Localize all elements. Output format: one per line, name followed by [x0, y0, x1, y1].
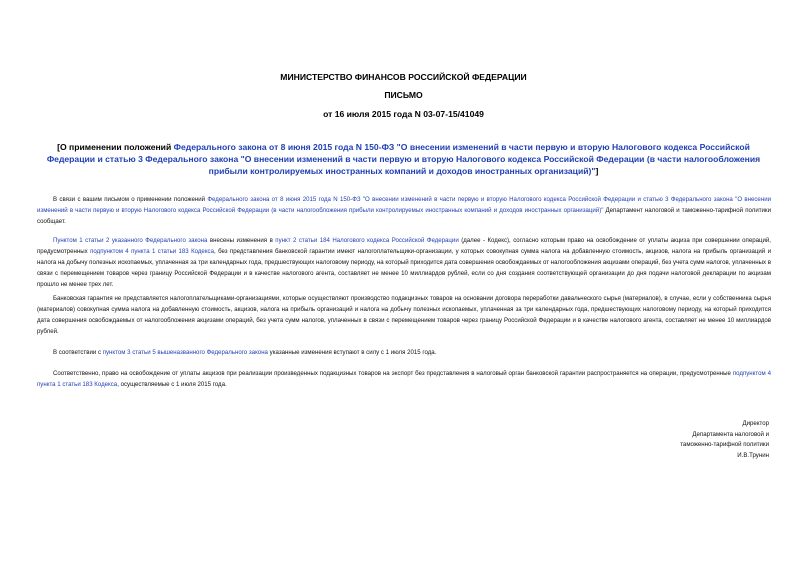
title-law-link[interactable]: Федерального закона от 8 июня 2015 года N 150-ФЗ "О внесении изменений в части первую и вторую Налогового кодекса Российской Федерации и статью 3 Федерального закона "О внесении изменений в части первую и вторую Налогового кодекса Российской Федерации (в части налогообложения прибыли контролируемых иностранных компаний и доходов иностранных организаций)"	[46, 142, 761, 176]
p5-subclause-link[interactable]: подпунктом 4 пункта 1 статьи 183 Кодекса	[37, 370, 771, 388]
p4-text-1: В соответствии с	[53, 349, 103, 356]
p1-text-1: В связи с вашим письмом о применении положений	[53, 196, 208, 203]
signature-department: Департамента налоговой и	[692, 430, 769, 438]
p4-text-2: указанные изменения вступают в силу с 1 июля 2015 года.	[267, 349, 437, 356]
p5-text-2: , осуществляемые с 1 июля 2015 года.	[117, 381, 227, 388]
paragraph-4	[37, 347, 771, 358]
p2-text-1: внесены изменения в	[207, 237, 276, 244]
ministry-heading: МИНИСТЕРСТВО ФИНАНСОВ РОССИЙСКОЙ ФЕДЕРАЦИИ	[280, 72, 527, 82]
paragraph-2	[37, 235, 771, 290]
p5-text-1: Соответственно, право на освобождение от уплаты акцизов при реализации произведенных подакцизных товаров на экспорт без представления в налоговый орган банковской гарантии распространяется на операции, предусмотренные	[53, 370, 733, 377]
document-type-heading: ПИСЬМО	[384, 90, 423, 100]
document-title	[36, 141, 771, 177]
title-close: ]	[595, 166, 599, 176]
signature-department-2: таможенно-тарифной политики	[680, 441, 769, 448]
p1-text-2: Департамент налоговой и таможенно-тарифной политики сообщает.	[37, 207, 771, 225]
p2-text-3: , без представления банковской гарантии имеют налогоплательщики-организации, у которых совокупная сумма налога на добавленную стоимость, акцизов, налога на прибыль организаций и налога на добычу полезных ископаемых, уплаченная за три календарных года, предшествующих налоговому периоду, на который приходится дата совершения освобождаемых от налогообложения акцизами операций, без учета сумм налогов, уплаченных в связи с перемещением товаров через границу Российской Федерации и в качестве налогового агента, составляет не менее 10 миллиардов рублей, если со дня создания соответствующей организации до дня подачи налоговой декларации по акцизам прошло не менее трех лет.	[37, 248, 771, 288]
signature-title: Директор	[742, 420, 769, 427]
title-open: [О применении положений	[57, 142, 174, 152]
p2-subclause-link[interactable]: подпунктом 4 пункта 1 статьи 183 Кодекса	[90, 248, 214, 255]
p2-article-link[interactable]: Пунктом 1 статьи 2 указанного Федерального закона	[53, 237, 208, 244]
signature-block	[680, 419, 769, 461]
document-date-number: от 16 июля 2015 года N 03-07-15/41049	[323, 109, 484, 119]
paragraph-5	[37, 368, 771, 390]
paragraph-3: Банковская гарантия не представляется налогоплательщиками-организациями, которые осуществляют производство подакцизных товаров на основании договора переработки давальческого сырья (материалов), в случае, если у собственника сырья (материалов) совокупная сумма налога на добавленную стоимость, акцизов, налога на прибыль организаций и налога на добычу полезных ископаемых, уплаченная за три календарных года, предшествующих налоговому периоду, на который приходится дата совершения освобождаемых от налогообложения акцизами операций, без учета сумм налогов, уплаченных в связи с перемещением товаров через границу Российской Федерации и в качестве налогового агента, составляет не менее 10 миллиардов рублей.	[37, 295, 771, 335]
signature-name: И.В.Трунин	[737, 451, 769, 459]
p2-code-link[interactable]: пункт 2 статьи 184 Налогового кодекса Российской Федерации	[275, 237, 459, 244]
p1-law-link[interactable]: Федерального закона от 8 июня 2015 года N 150-ФЗ "О внесении изменений в части первую и вторую Налогового кодекса Российской Федерации и статью 3 Федерального закона "О внесении изменений в части первую и вторую Налогового кодекса Российской Федерации (в части налогообложения прибыли контролируемых иностранных компаний и доходов иностранных организаций)"	[37, 196, 771, 214]
paragraph-1	[37, 194, 771, 227]
p4-law-link[interactable]: пунктом 3 статьи 5 вышеназванного Федерального закона	[102, 349, 268, 356]
p2-text-2: (далее - Кодекс), согласно которым право на освобождение от уплаты акциза при совершении операций, предусмотренных	[37, 237, 771, 255]
